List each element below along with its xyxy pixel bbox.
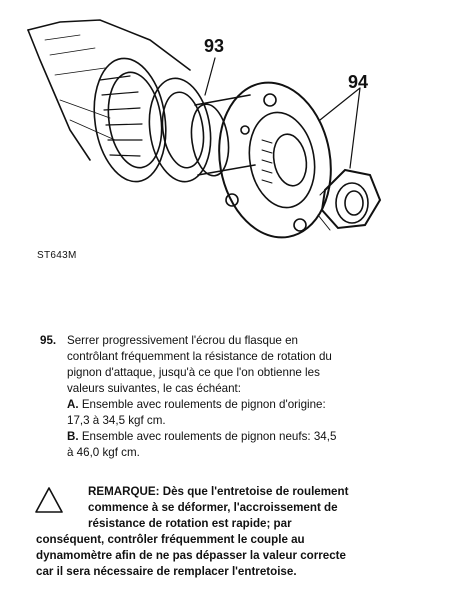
step-text-line: pignon d'attaque, jusqu'à ce que l'on obtienne les bbox=[67, 366, 320, 379]
remark-note bbox=[36, 484, 406, 580]
option-b-label: B. bbox=[67, 430, 79, 443]
step-body bbox=[67, 333, 385, 461]
option-b-value: à 46,0 kgf cm. bbox=[67, 446, 140, 459]
callout-93-label: 93 bbox=[204, 36, 225, 56]
step-text-line: valeurs suivantes, le cas échéant: bbox=[67, 382, 242, 395]
step-text-line: Serrer progressivement l'écrou du flasque en bbox=[67, 334, 298, 347]
step-number: 95. bbox=[40, 334, 57, 347]
pinion-flange-drawing bbox=[0, 0, 463, 270]
remark-line: REMARQUE: Dès que l'entretoise de roulement bbox=[88, 485, 349, 498]
option-a-value: 17,3 à 34,5 kgf cm. bbox=[67, 414, 166, 427]
remark-line: commence à se déformer, l'accroissement de bbox=[88, 501, 338, 514]
procedure-step-95 bbox=[40, 333, 385, 461]
remark-line: dynamomètre afin de ne pas dépasser la valeur correcte bbox=[36, 549, 346, 562]
option-a-label: A. bbox=[67, 398, 79, 411]
step-text-line: contrôlant fréquemment la résistance de rotation du bbox=[67, 350, 332, 363]
remark-line: résistance de rotation est rapide; par bbox=[88, 517, 292, 530]
figure-caption: ST643M bbox=[37, 250, 77, 261]
assembly-illustration bbox=[0, 0, 463, 270]
remark-line: car il sera nécessaire de remplacer l'entretoise. bbox=[36, 565, 297, 578]
option-b-text: Ensemble avec roulements de pignon neufs: 34,5 bbox=[78, 430, 337, 443]
option-a bbox=[67, 397, 385, 413]
option-a-text: Ensemble avec roulements de pignon d'origine: bbox=[78, 398, 326, 411]
remark-line: conséquent, contrôler fréquemment le couple au bbox=[36, 533, 305, 546]
callout-94-label: 94 bbox=[348, 72, 369, 92]
option-b bbox=[67, 429, 385, 445]
